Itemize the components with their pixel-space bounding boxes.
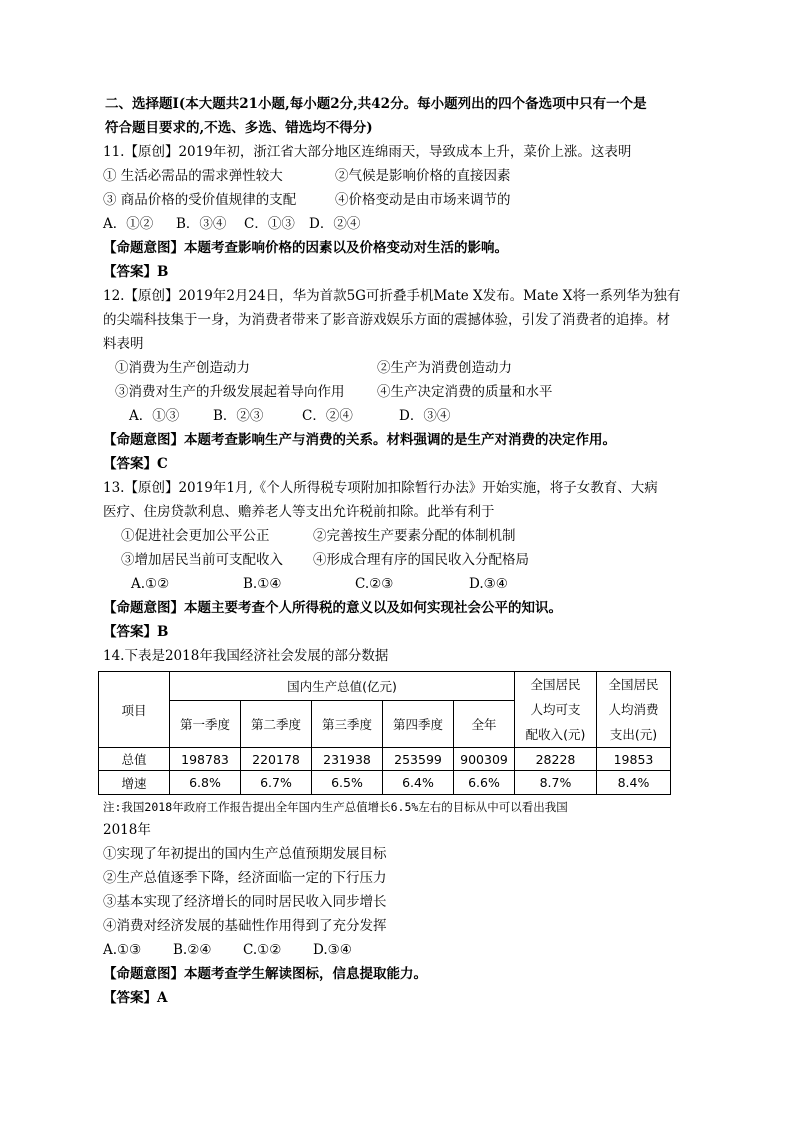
option-1: ①消费为生产创造动力 bbox=[115, 360, 250, 376]
answer: 【答案】B bbox=[103, 624, 169, 640]
choice-a: A．①③ bbox=[129, 408, 180, 424]
choice-a: A．①② bbox=[103, 216, 154, 232]
question-14 bbox=[103, 644, 703, 1010]
table-cell: 253599 bbox=[383, 748, 454, 771]
option-4: ④生产决定消费的质量和水平 bbox=[377, 384, 553, 400]
table-row bbox=[99, 771, 671, 795]
header-q4: 第四季度 bbox=[383, 701, 454, 748]
table-cell: 6.7% bbox=[241, 771, 312, 795]
option-3: ③消费对生产的升级发展起着导向作用 bbox=[115, 384, 345, 400]
option-row bbox=[103, 524, 703, 548]
answer: 【答案】A bbox=[103, 990, 168, 1006]
option-2: ②生产为消费创造动力 bbox=[377, 360, 512, 376]
option-2: ②完善按生产要素分配的体制机制 bbox=[313, 528, 516, 544]
choice-d: D．②④ bbox=[309, 216, 361, 232]
economic-data-table bbox=[98, 671, 671, 795]
option-4: ④形成合理有序的国民收入分配格局 bbox=[313, 552, 529, 568]
question-12 bbox=[103, 284, 703, 476]
option-2: ②生产总值逐季下降，经济面临一定的下行压力 bbox=[103, 870, 387, 886]
option-4: ④消费对经济发展的基础性作用得到了充分发挥 bbox=[103, 918, 387, 934]
table-cell: 28228 bbox=[515, 748, 597, 771]
option-3: ③增加居民当前可支配收入 bbox=[121, 552, 283, 568]
choice-d: D.③④ bbox=[469, 576, 508, 592]
option-row bbox=[103, 380, 703, 404]
exam-page bbox=[103, 92, 703, 1010]
intent-note: 【命题意图】本题主要考查个人所得税的意义以及如何实现社会公平的知识。 bbox=[103, 600, 562, 616]
header-year: 全年 bbox=[454, 701, 515, 748]
table-cell: 6.5% bbox=[312, 771, 383, 795]
question-13 bbox=[103, 476, 703, 644]
table-cell: 8.7% bbox=[515, 771, 597, 795]
choice-b: B．②③ bbox=[213, 408, 264, 424]
table-cell: 198783 bbox=[170, 748, 241, 771]
table-cell: 8.4% bbox=[597, 771, 671, 795]
header-q2: 第二季度 bbox=[241, 701, 312, 748]
choice-c: C.②③ bbox=[355, 576, 394, 592]
header-income: 全国居民 人均可支 配收入(元) bbox=[515, 672, 597, 748]
table-row bbox=[99, 748, 671, 771]
section-header: 二、选择题Ⅰ(本大题共21小题,每小题2分,共42分。每小题列出的四个备选项中只有一个是 bbox=[105, 96, 647, 112]
table-cell: 231938 bbox=[312, 748, 383, 771]
header-q1: 第一季度 bbox=[170, 701, 241, 748]
intent-note: 【命题意图】本题考查学生解读图标，信息提取能力。 bbox=[103, 966, 427, 982]
choice-row bbox=[103, 938, 703, 962]
header-item: 项目 bbox=[99, 672, 170, 748]
table-cell: 6.8% bbox=[170, 771, 241, 795]
option-row bbox=[103, 356, 703, 380]
table-cell: 6.4% bbox=[383, 771, 454, 795]
choice-d: D．③④ bbox=[399, 408, 451, 424]
question-stem-cont: 的尖端科技集于一身，为消费者带来了影音游戏娱乐方面的震撼体验，引发了消费者的追捧。材 bbox=[103, 312, 670, 328]
option-3: ③基本实现了经济增长的同时居民收入同步增长 bbox=[103, 894, 387, 910]
option-1: ①促进社会更加公平公正 bbox=[121, 528, 270, 544]
table-cell: 220178 bbox=[241, 748, 312, 771]
answer: 【答案】C bbox=[103, 456, 168, 472]
option-2: ②气候是影响价格的直接因素 bbox=[335, 168, 511, 184]
option-row bbox=[103, 188, 703, 212]
header-gdp: 国内生产总值(亿元) bbox=[170, 672, 515, 701]
table-cell: 6.6% bbox=[454, 771, 515, 795]
question-stem: 11.【原创】2019年初，浙江省大部分地区连绵雨天，导致成本上升，菜价上涨。这表明 bbox=[103, 144, 632, 160]
table-note: 注:我国2018年政府工作报告提出全年国内生产总值增长6.5%左右的目标从中可以看出我国 bbox=[103, 800, 568, 814]
option-3: ③ 商品价格的受价值规律的支配 bbox=[103, 192, 297, 208]
question-stem: 12.【原创】2019年2月24日，华为首款5G可折叠手机Mate X发布。Mate X将一系列华为独有 bbox=[103, 288, 681, 304]
question-stem: 13.【原创】2019年1月,《个人所得税专项附加扣除暂行办法》开始实施，将子女教育、大病 bbox=[103, 480, 658, 496]
option-1: ①实现了年初提出的国内生产总值预期发展目标 bbox=[103, 846, 387, 862]
table-cell: 900309 bbox=[454, 748, 515, 771]
option-4: ④价格变动是由市场来调节的 bbox=[335, 192, 511, 208]
section-header-cont: 符合题目要求的,不选、多选、错选均不得分) bbox=[105, 120, 373, 136]
choice-b: B．③④ bbox=[176, 216, 227, 232]
choice-a: A.①② bbox=[131, 576, 170, 592]
question-stem-cont: 医疗、住房贷款利息、赡养老人等支出允许税前扣除。此举有利于 bbox=[103, 504, 495, 520]
choice-b: B.②④ bbox=[173, 942, 212, 958]
question-11 bbox=[103, 140, 703, 284]
question-stem-cont: 料表明 bbox=[103, 336, 144, 352]
option-row bbox=[103, 164, 703, 188]
table-cell: 19853 bbox=[597, 748, 671, 771]
row-label: 总值 bbox=[99, 748, 170, 771]
choice-d: D.③④ bbox=[313, 942, 352, 958]
choice-b: B.①④ bbox=[243, 576, 282, 592]
choice-a: A.①③ bbox=[103, 942, 142, 958]
choice-row bbox=[103, 572, 703, 596]
intent-note: 【命题意图】本题考查影响价格的因素以及价格变动对生活的影响。 bbox=[103, 240, 508, 256]
choice-row bbox=[103, 212, 703, 236]
answer: 【答案】B bbox=[103, 264, 169, 280]
header-spending: 全国居民 人均消费 支出(元) bbox=[597, 672, 671, 748]
choice-row bbox=[103, 404, 703, 428]
row-label: 增速 bbox=[99, 771, 170, 795]
choice-c: C．②④ bbox=[302, 408, 353, 424]
option-1: ① 生活必需品的需求弹性较大 bbox=[103, 168, 283, 184]
intent-note: 【命题意图】本题考查影响生产与消费的关系。材料强调的是生产对消费的决定作用。 bbox=[103, 432, 616, 448]
table-note-cont: 2018年 bbox=[103, 822, 151, 838]
option-row bbox=[103, 548, 703, 572]
header-q3: 第三季度 bbox=[312, 701, 383, 748]
question-stem: 14.下表是2018年我国经济社会发展的部分数据 bbox=[103, 648, 389, 664]
choice-c: C．①③ bbox=[244, 216, 295, 232]
choice-c: C.①② bbox=[243, 942, 282, 958]
